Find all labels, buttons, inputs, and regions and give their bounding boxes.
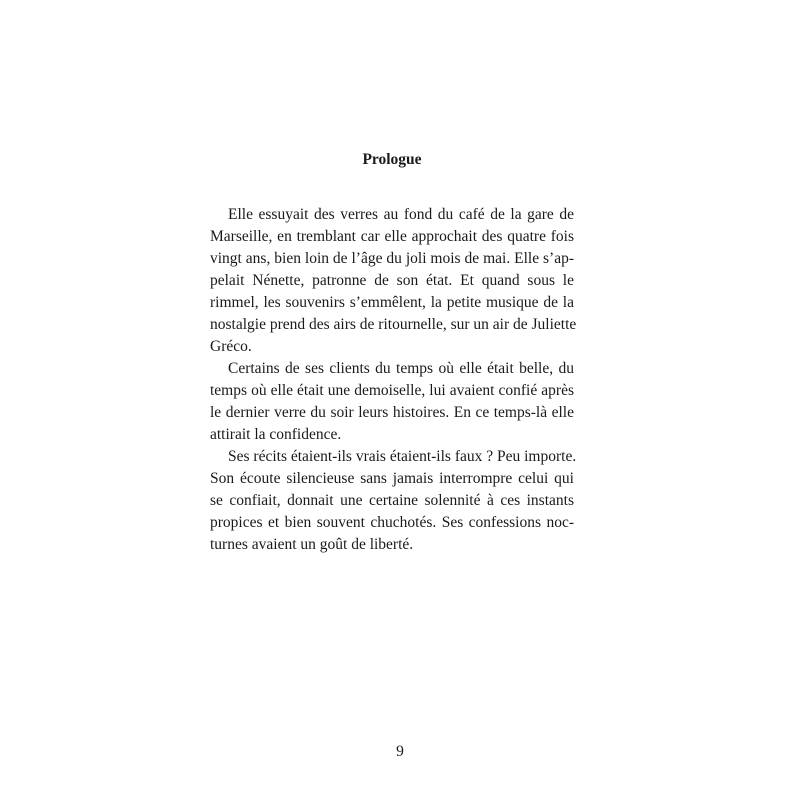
text-line: nostalgie prend des airs de ritournelle, sur un air de Juliette <box>210 316 577 333</box>
text-line: Marseille, en tremblant car elle approchait des quatre fois <box>210 228 574 245</box>
text-line: Ses récits étaient-ils vrais étaient-ils faux ? Peu importe. <box>228 448 577 465</box>
text-line: le dernier verre du soir leurs histoires. En ce temps-là elle <box>210 404 574 421</box>
text-line: pelait Nénette, patronne de son état. Et quand sous le <box>210 272 574 289</box>
text-line: Certains de ses clients du temps où elle était belle, du <box>228 360 574 377</box>
text-line: attirait la confidence. <box>210 426 342 443</box>
text-line: se confiait, donnait une certaine solennité à ces instants <box>210 492 574 509</box>
text-line: rimmel, les souvenirs s’emmêlent, la petite musique de la <box>210 294 574 311</box>
text-line: turnes avaient un goût de liberté. <box>210 536 414 553</box>
chapter-title: Prologue <box>362 151 422 168</box>
text-line: Gréco. <box>210 338 252 355</box>
text-line: temps où elle était une demoiselle, lui avaient confié après <box>210 382 574 399</box>
text-line: Elle essuyait des verres au fond du café de la gare de <box>228 206 574 223</box>
page-number: 9 <box>396 743 404 760</box>
text-line: vingt ans, bien loin de l’âge du joli mois de mai. Elle s’ap- <box>210 250 574 267</box>
text-line: propices et bien souvent chuchotés. Ses confessions noc- <box>210 514 574 531</box>
text-line: Son écoute silencieuse sans jamais interrompre celui qui <box>210 470 574 487</box>
